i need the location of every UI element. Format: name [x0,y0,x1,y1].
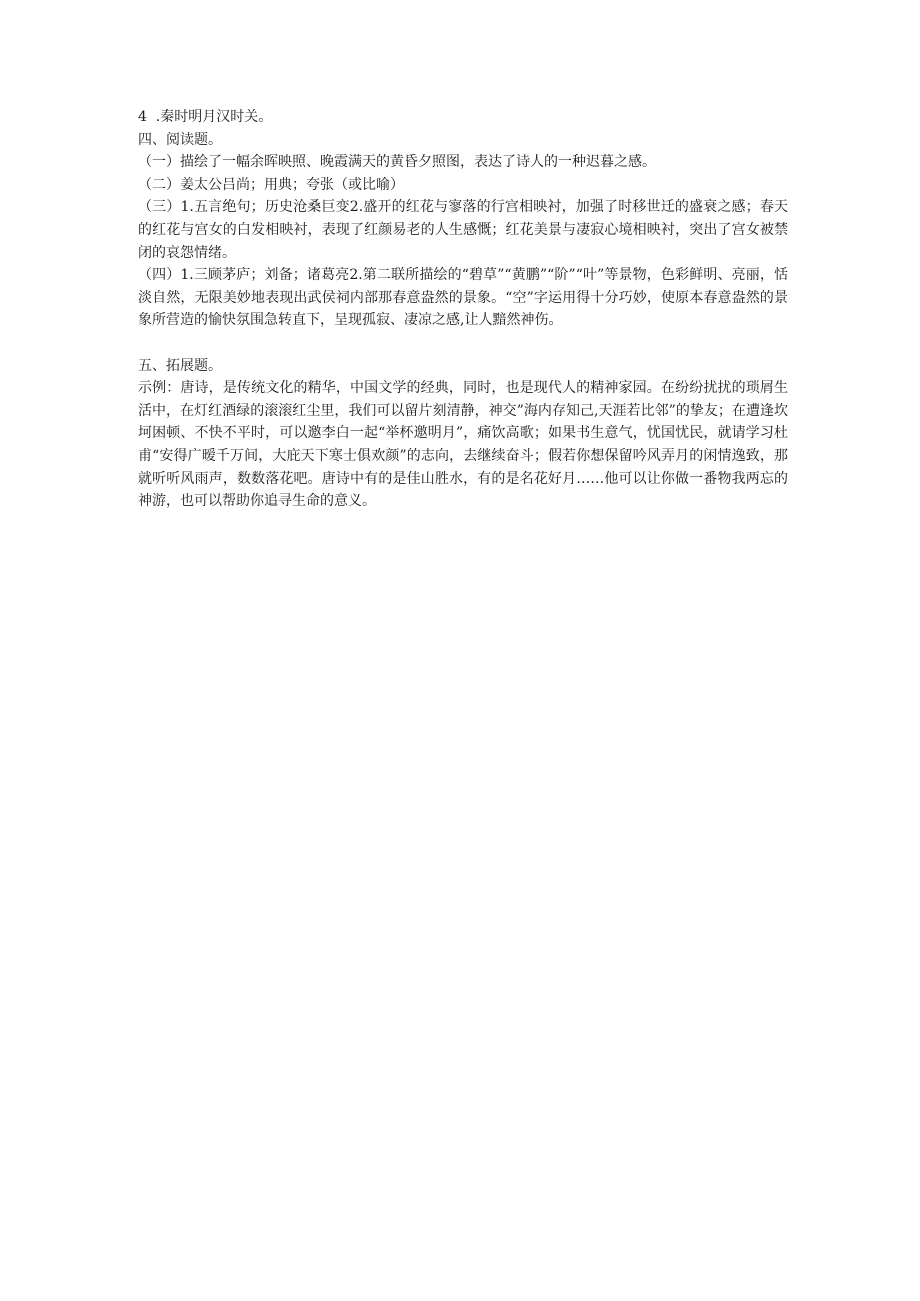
reading-answer-4: （四）1.三顾茅庐；刘备；诸葛亮2.第二联所描绘的“碧草”“黄鹏”“阶”“叶”等景物，色彩鲜明、亮丽，恬淡自然，无限美妙地表现出武侯祠内部那春意盎然的景象。“空”字运用得十分巧妙，使原本春意盎然的景象所营造的愉快氛围急转直下，呈现孤寂、凄凉之感,让人黯然神伤。 [138,267,788,329]
paragraph-spacer [138,332,788,355]
document-page [138,106,788,513]
reading-answer-3: （三）1.五言绝句；历史沧桑巨变2.盛开的红花与寥落的行宫相映衬，加强了时移世迁的盛衰之感；春天的红花与宫女的白发相映衬，表现了红颜易老的人生感慨；红花美景与凄寂心境相映衬，突出了宫女被禁闭的哀怨情绪。 [138,199,788,261]
section-heading-reading: 四、阅读题。 [138,131,222,148]
section-heading-extension: 五、拓展题。 [138,357,222,374]
extension-example: 示例：唐诗，是传统文化的精华，中国文学的经典，同时，也是现代人的精神家园。在纷纷扰扰的琐屑生活中，在灯红酒绿的滚滚红尘里，我们可以留片刻清静，神交”海内存知己,天涯若比邻”的挚友；在遭逢坎坷困顿、不快不平时，可以邀李白一起“举杯邀明月”，痛饮高歌；如果书生意气，忧国忧民，就请学习杜甫“安得广暧千万间，大庇天下寒士俱欢颜”的志向，去继续奋斗；假若你想保留吟风弄月的闲情逸致，那就听听风雨声，数数落花吧。唐诗中有的是佳山胜水，有的是名花好月……他可以让你做一番物我两忘的神游，也可以帮助你追寻生命的意义。 [138,380,788,510]
reading-answer-2: （二）姜太公吕尚；用典；夸张（或比喻） [138,176,404,193]
answer-item-4: 4 .秦时明月汉时关。 [138,109,273,125]
reading-answer-1: （一）描绘了一幅余晖映照、晚霞满天的黄昏夕照图，表达了诗人的一种迟暮之感。 [138,154,656,171]
